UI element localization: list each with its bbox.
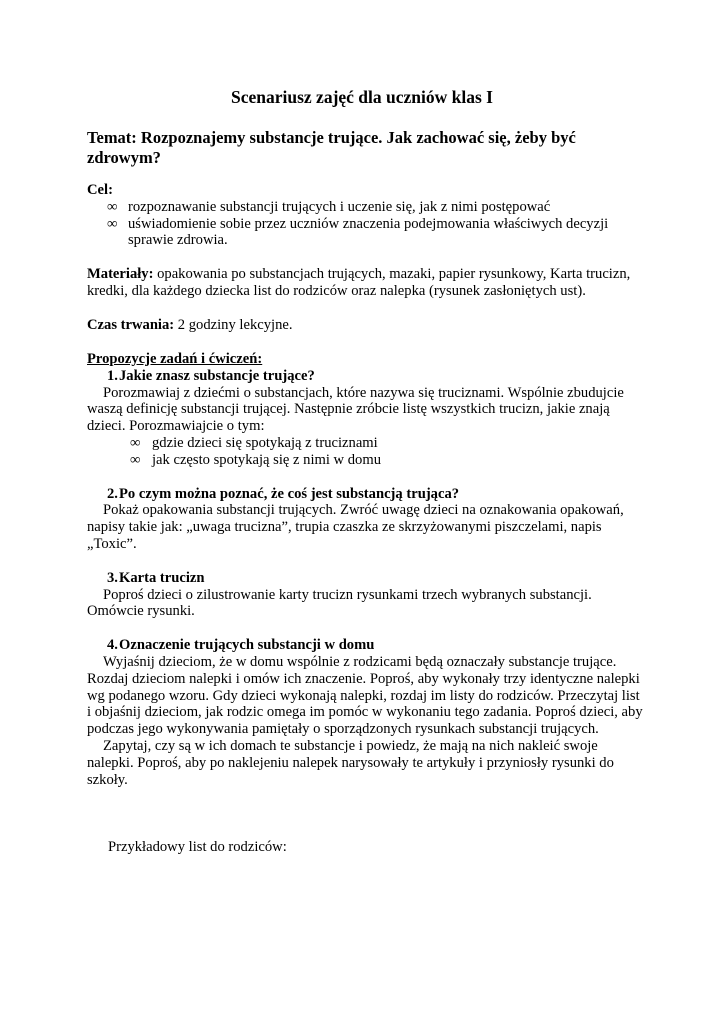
duration-text: 2 godziny lekcyjne. xyxy=(174,317,293,333)
task-paragraph: Pokaż opakowania substancji trujących. Zwróć uwagę dzieci na oznakowania opakowań, napisy takie jak: „uwaga trucizna”, trupia czaszka ze skrzyżowanymi piszczelami, napis „Toxic”. xyxy=(87,502,624,552)
materials-section xyxy=(87,266,647,300)
goal-item xyxy=(87,199,647,216)
task-bullet xyxy=(87,435,647,452)
task-title-text: Po czym można poznać, że coś jest substancją trująca? xyxy=(119,485,460,502)
infinity-bullet-icon: ∞ xyxy=(130,434,141,451)
materials-label: Materiały: xyxy=(87,266,154,282)
task-paragraph: Zapytaj, czy są w ich domach te substancje i powiedz, że mają na nich nakleić swoje nalepki. Poproś, aby po naklejeniu nalepek narysowały te artykuły i przyniosły rysunki do szkoły. xyxy=(87,737,614,788)
task-number: 3. xyxy=(107,569,118,586)
task-bullet-text: gdzie dzieci się spotykają z truciznami xyxy=(152,434,378,451)
duration-label: Czas trwania: xyxy=(87,317,175,333)
infinity-bullet-icon: ∞ xyxy=(130,451,141,468)
task-bullet xyxy=(87,452,647,469)
goals-label: Cel: xyxy=(87,182,113,198)
infinity-bullet-icon: ∞ xyxy=(107,198,118,215)
letter-intro: Przykładowy list do rodziców: xyxy=(108,839,287,855)
task-title-text: Jakie znasz substancje trujące? xyxy=(119,367,315,384)
tasks-section xyxy=(87,351,647,788)
task-number: 4. xyxy=(107,637,118,654)
task-number: 1. xyxy=(107,367,118,384)
task-title-text: Karta trucizn xyxy=(119,569,205,586)
goal-item xyxy=(87,216,647,250)
goal-text: rozpoznawanie substancji trujących i uczenie się, jak z nimi postępować xyxy=(128,198,551,215)
materials-text: opakowania po substancjach trujących, mazaki, papier rysunkowy, Karta trucizn, kredki, dla każdego dziecka list do rodziców oraz nalepka (rysunek zasłoniętych ust). xyxy=(87,266,631,299)
task-title xyxy=(87,368,647,385)
task-bullet-text: jak często spotykają się z nimi w domu xyxy=(152,451,381,468)
tasks-heading: Propozycje zadań i ćwiczeń: xyxy=(87,351,263,367)
task-title-text: Oznaczenie trujących substancji w domu xyxy=(119,637,375,654)
task-title xyxy=(87,570,647,587)
task-paragraph: Wyjaśnij dzieciom, że w domu wspólnie z rodzicami będą oznaczały substancje trujące. Rozdaj dzieciom nalepki i omów ich znaczenie. Poproś, aby wykonały trzy identyczne nalepki wg podanego wzoru. Gdy dzieci wykonają nalepki, rozdaj im listy do rodziców. Przeczytaj list i objaśnij dzieciom, jak rodzic omega im pomóc w wykonaniu tego zadania. Poproś dzieci, aby podczas jego wykonywania pamiętały o sporządzonych rysunkach substancji trujących. xyxy=(87,653,643,738)
task-paragraph: Porozmawiaj z dziećmi o substancjach, które nazywa się truciznami. Wspólnie zbudujcie waszą definicję substancji trującej. Następnie zróbcie listę wszystkich trucizn, jakie znają dzieci. Porozmawiajcie o tym: xyxy=(87,384,624,435)
task-paragraph: Poproś dzieci o zilustrowanie karty trucizn rysunkami trzech wybranych substancji. Omówcie rysunki. xyxy=(87,586,592,620)
infinity-bullet-icon: ∞ xyxy=(107,215,118,232)
task-title xyxy=(87,637,647,654)
goals-section xyxy=(87,182,647,249)
topic-heading: Temat: Rozpoznajemy substancje trujące. Jak zachować się, żeby być zdrowym? xyxy=(87,128,576,167)
goal-text: uświadomienie sobie przez uczniów znaczenia podejmowania właściwych decyzji sprawie zdrowia. xyxy=(128,215,609,249)
task-number: 2. xyxy=(107,485,118,502)
document-title: Scenariusz zajęć dla uczniów klas I xyxy=(230,87,493,107)
task-title xyxy=(87,486,647,503)
duration-section xyxy=(87,317,647,334)
